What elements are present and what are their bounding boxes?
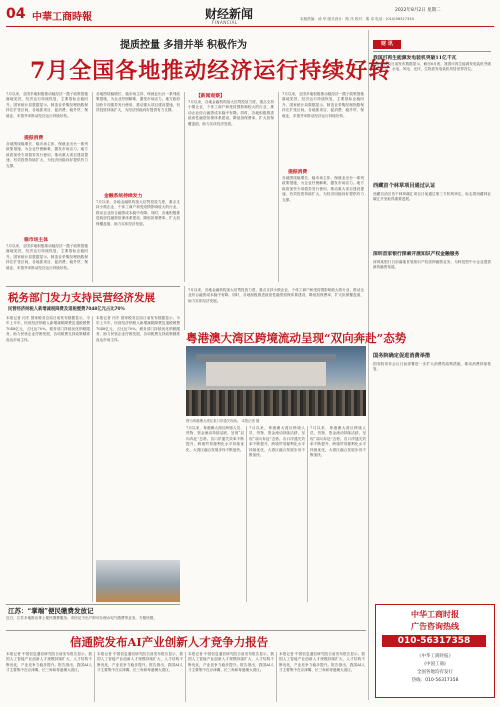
mid-col-body: 7月以来，各地金融机构加大信贷投放力度，重点支持小微企业、个体工商户和受疫情影响较大的行业，推动企业综合融资成本稳中有降。同时，各地积极推进政府性融资担保体系建设，降低担保费率，扩大担保覆盖面，助力实体经济发展。	[188, 288, 364, 303]
ai-divider-2	[185, 652, 186, 702]
sidebar	[368, 30, 495, 700]
ad-foot1: 《中华工商时报》	[417, 654, 453, 659]
ad-phone: 010-56317358	[382, 635, 486, 647]
feature-headline: 粤港澳大湾区跨境流动呈现“双向奔赴”态势	[186, 331, 407, 345]
section-en: FINANCIAL	[212, 20, 238, 25]
col-divider-2	[184, 92, 185, 282]
paper-name: 中華工商時報	[32, 12, 92, 23]
ai-body-4: 本报记者 中国信息通信研究院日前发布报告显示，我国人工智能产业创新人才规模持续扩大，人才结构不断优化，产业竞争力稳步提升。报告指出，我国AI人才主要集中在京津冀、长三角和粤港澳大湾区。	[279, 652, 365, 673]
sidebar-item1-body: 国家能源局日前发布数据显示，截至6月底，我国可再生能源发电装机突破11亿千瓦，水电、风电、光伏、生物质发电装机均居世界首位。	[373, 62, 491, 72]
col4-body-2: 各地围绕稳增长、稳市场主体、保就业出台一系列政策措施，为企业纾困解难，激发市场活力。地方政府加快专项债券发行使用，推动重大项目建设提速，有效投资持续扩大，为经济回稳向好提供有力支撑。	[282, 176, 364, 202]
tax-body-1: 本报记者 闫冬 国家税务总局日前发布数据显示，今年上半年，民营经济纳税人新增减税降费及退税缓费7048亿元，占比达70%。税务部门持续优化纳税服务，助力民营企业纾困发展，各项税费支持政策精准直达市场主体。	[6, 316, 90, 342]
jiangsu-body: 近日，江苏多地推出掌上便民缴费服务，市民足不出户即可办理水电气缴费等业务，方便快捷。	[6, 616, 157, 620]
sidebar-item2-title: 西藏首个林草项目通过认证	[373, 183, 436, 189]
sidebar-item3-body: 深圳某银行日前落地首笔知识产权质押融资业务，为科技型中小企业提供新的融资渠道。	[373, 260, 491, 270]
col-divider-4	[184, 286, 185, 330]
feature-body-3: 7月以来，粤港澳大湾区跨境人员、货物、资金流动持续活跃，呈现“双向奔赴”态势。各口岸通关效率不断提升，跨境贸易便利化水平持续优化，大湾区融合发展步伐不断加快。	[310, 426, 366, 458]
tax-headline: 税务部门发力支持民营经济发展	[8, 292, 155, 304]
col4-title: 提振消费	[288, 169, 308, 175]
tax-subhead: 民营经济纳税人新增减税降费及退税缓费7048亿元占比70%	[8, 307, 125, 312]
lead-kicker: 提质控量 多措并举 积极作为	[120, 40, 247, 51]
ai-divider-3	[276, 652, 277, 702]
photo-crowd	[186, 390, 366, 416]
col3-title: 【新闻观察】	[196, 93, 225, 99]
col4-body: 7月以来，全国多地积极推动稳经济一揽子政策措施落地见效，经济运行持续恢复，主要指标企稳回升。国家统计局数据显示，制造业采购经理指数保持在扩张区间，各地抓项目、促消费、稳外贸、保就业，多措并举推动经济运行持续好转。	[282, 92, 364, 118]
sidebar-item2-body: 西藏自治区首个林草碳汇项目日前通过第三方机构审定，标志着西藏林业碳汇开发取得重要进展。	[373, 192, 491, 202]
lead-subhead-2: 稳市场主体	[24, 237, 48, 243]
sidebar-rule	[373, 51, 491, 52]
col3-body: 7月以来，各地金融机构加大信贷投放力度，重点支持小微企业、个体工商户和受疫情影响较大的行业，推动企业综合融资成本稳中有降。同时，各地积极推进政府性融资担保体系建设，降低担保费率，扩大担保覆盖面，助力实体经济发展。	[188, 100, 274, 126]
feature-body-1: 7月以来，粤港澳大湾区跨境人员、货物、资金流动持续活跃，呈现“双向奔赴”态势。各口岸通关效率不断提升，跨境贸易便利化水平持续优化，大湾区融合发展步伐不断加快。	[186, 426, 244, 452]
page-number: 04	[6, 6, 26, 22]
tax-rule	[6, 286, 180, 287]
feature-divider-2	[307, 426, 308, 602]
lead-headline: 7月全国各地推动经济运行持续好转	[30, 58, 392, 84]
ai-body-1: 本报记者 中国信息通信研究院日前发布报告显示，我国人工智能产业创新人才规模持续扩大，人才结构不断优化，产业竞争力稳步提升。报告指出，我国AI人才主要集中在京津冀、长三角和粤港澳大湾区。	[6, 652, 92, 673]
editor-line: 本版责编：汤 华 版式设计：路 洋 校对：秦 卓 电话：(010)56317330	[300, 17, 414, 21]
masthead-rule	[6, 26, 494, 27]
ai-headline: 信通院发布AI产业创新人才竞争力报告	[70, 635, 269, 649]
lead-subhead-1: 提振消费	[24, 135, 44, 141]
tax-divider	[92, 316, 93, 602]
ai-divider-1	[94, 652, 95, 702]
feature-divider-1	[246, 426, 247, 602]
lead-col2: 各地围绕稳增长、稳市场主体、保就业出台一系列政策措施，为企业纾困解难，激发市场活力。地方政府加快专项债券发行使用，推动重大项目建设提速，有效投资持续扩大，为经济回稳向好提供有力支撑。	[96, 92, 180, 113]
ad-foot4: 热线：010-56317358	[411, 678, 459, 683]
feature-photo	[186, 346, 366, 416]
date-line: 2022年8月2日 星期二	[395, 8, 441, 13]
sidebar-item4-title: 国务院确定促进消费举措	[373, 353, 431, 359]
feature-body-2: 7月以来，粤港澳大湾区跨境人员、货物、资金流动持续活跃，呈现“双向奔赴”态势。各口岸通关效率不断提升，跨境贸易便利化水平持续优化，大湾区融合发展步伐不断加快。	[249, 426, 305, 458]
sidebar-item4-body: 国务院常务会议日前部署进一步扩大消费的政策措施，推动消费持续恢复。	[373, 362, 491, 372]
ai-body-2: 本报记者 中国信息通信研究院日前发布报告显示，我国人工智能产业创新人才规模持续扩大，人才结构不断优化，产业竞争力稳步提升。报告指出，我国AI人才主要集中在京津冀、长三角和粤港澳大湾区。	[97, 652, 183, 673]
ad-foot2: (中国工商)	[424, 662, 446, 667]
lead-body: 7月以来，全国多地积极推动稳经济一揽子政策措施落地见效，经济运行持续恢复，主要指标企稳回升。国家统计局数据显示，制造业采购经理指数保持在扩张区间，各地抓项目、促消费、稳外贸、保就业，多措并举推动经济运行持续好转。	[6, 92, 88, 118]
ai-rule	[6, 630, 366, 631]
ad-box	[375, 604, 495, 698]
photo-roof	[196, 354, 336, 362]
jiangsu-title: 江苏：“掌端”便民缴费发放记	[8, 607, 94, 615]
sidebar-item3-title: 深圳首家银行探索开展知识产权金融服务	[373, 251, 460, 257]
ad-line2: 广告咨询热线	[411, 621, 459, 631]
col-divider-1	[92, 92, 93, 282]
small-photo	[96, 560, 180, 602]
ad-foot3: 全国各地均有发行	[417, 670, 453, 675]
ai-body-3: 本报记者 中国信息通信研究院日前发布报告显示，我国人工智能产业创新人才规模持续扩大，人才结构不断优化，产业竞争力稳步提升。报告指出，我国AI人才主要集中在京津冀、长三角和粤港澳大湾区。	[188, 652, 274, 673]
col2-body: 7月以来，各地金融机构加大信贷投放力度，重点支持小微企业、个体工商户和受疫情影响较大的行业，推动企业综合融资成本稳中有降。同时，各地积极推进政府性融资担保体系建设，降低担保费率，扩大担保覆盖面，助力实体经济发展。	[96, 200, 180, 226]
photo-caption: 图为粤港澳大湾区某口岸通关现场。 本报记者 摄	[186, 419, 260, 423]
lead-body-3: 7月以来，全国多地积极推动稳经济一揽子政策措施落地见效，经济运行持续恢复，主要指标企稳回升。国家统计局数据显示，制造业采购经理指数保持在扩张区间，各地抓项目、促消费、稳外贸、保就业，多措并举推动经济运行持续好转。	[6, 244, 88, 270]
jiangsu-rule	[6, 604, 180, 605]
ad-line1: 中华工商时报	[411, 609, 459, 619]
lead-body-2: 各地围绕稳增长、稳市场主体、保就业出台一系列政策措施，为企业纾困解难，激发市场活力。地方政府加快专项债券发行使用，推动重大项目建设提速，有效投资持续扩大，为经济回稳向好提供有力支撑。	[6, 142, 88, 168]
col-divider-3	[278, 92, 279, 282]
section-title: 财经新闻	[205, 7, 254, 21]
col2-title: 金融系统持续发力	[104, 193, 143, 199]
sidebar-label: 财 讯	[373, 40, 401, 49]
photo-building	[206, 360, 326, 386]
sidebar-item1-title: 我国可再生能源发电装机突破11亿千瓦	[373, 55, 457, 61]
tax-body-2: 本报记者 闫冬 国家税务总局日前发布数据显示，今年上半年，民营经济纳税人新增减税降费及退税缓费7048亿元，占比达70%。税务部门持续优化纳税服务，助力民营企业纾困发展，各项税费支持政策精准直达市场主体。	[96, 316, 180, 342]
